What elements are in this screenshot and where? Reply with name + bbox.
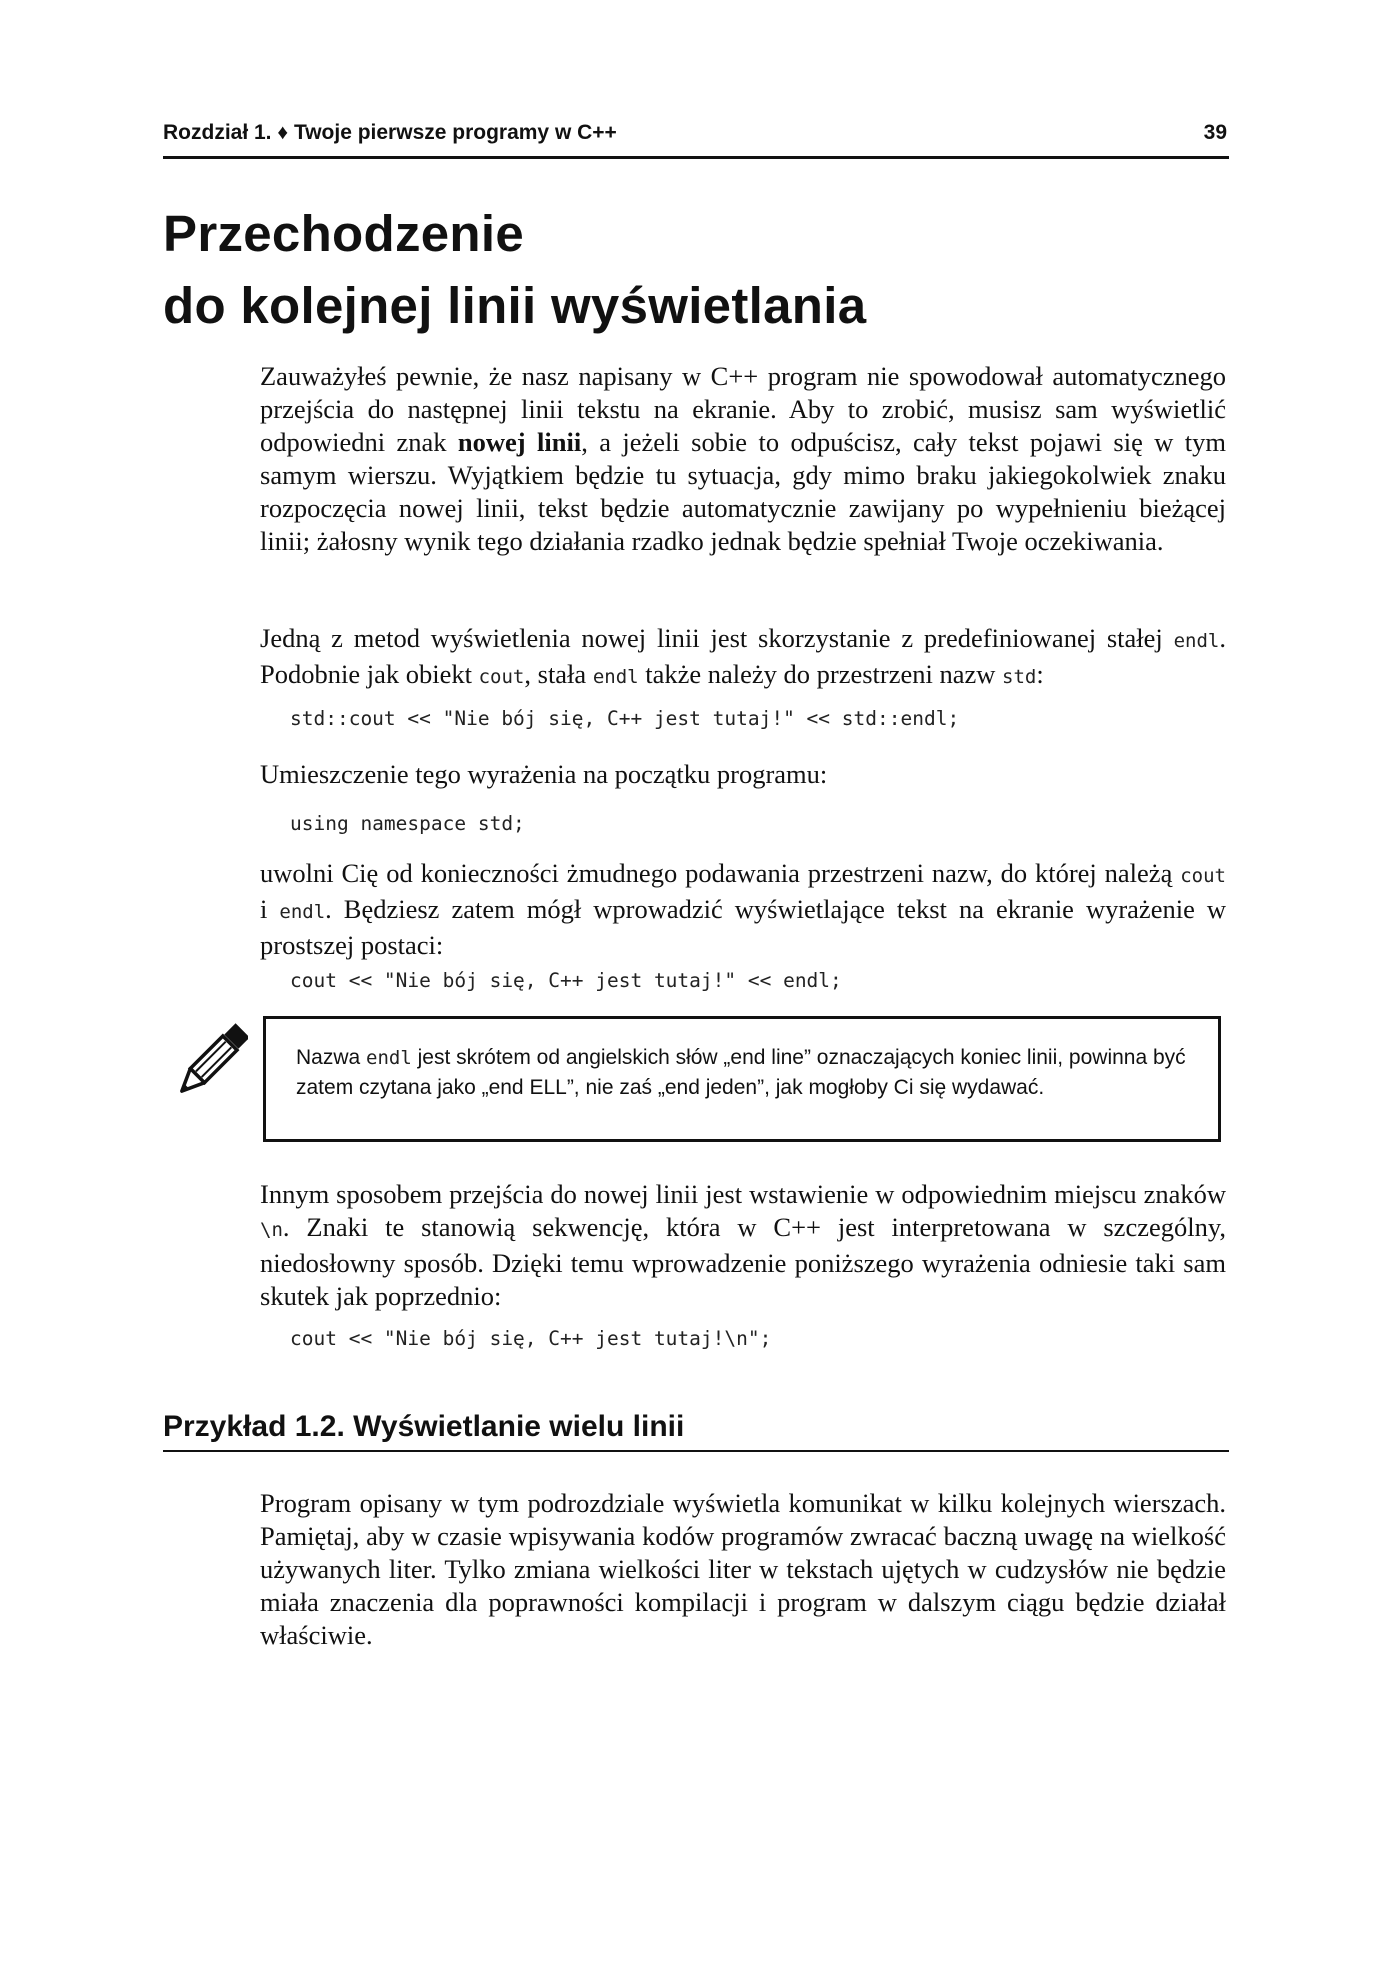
text-run: : xyxy=(1036,659,1044,689)
code-example-1: std::cout << "Nie bój się, C++ jest tutaj!" << std::endl; xyxy=(290,707,960,730)
text-run: Zauważyłeś pewnie, że nasz napisany w C++ program nie spowodował automatycznego przejścia do następnej linii tekstu na ekranie. Aby to zrobić, musisz sam wyświetlić odpowiedni znak xyxy=(260,361,1226,457)
title-line-1: Przechodzenie xyxy=(163,205,524,262)
text-run: , a jeżeli sobie to odpuścisz, cały tekst pojawi się w tym samym wierszu. Wyjątkiem będzie tu sytuacja, gdy mimo braku jakiegokolwiek znaku rozpoczęcia nowej linii, tekst będzie automatycznie zawijany po wypełnieniu bieżącej linii; żałosny wynik tego działania rzadko jednak będzie spełniał Twoje oczekiwania. xyxy=(260,427,1226,556)
inline-code: \n xyxy=(260,1219,283,1241)
text-run: uwolni Cię od konieczności żmudnego podawania przestrzeni nazw, do której należą xyxy=(260,858,1181,888)
running-header-title xyxy=(163,121,617,145)
inline-code: endl xyxy=(1173,630,1220,652)
inline-code: cout xyxy=(1180,865,1226,887)
chapter-title: Twoje pierwsze programy w C++ xyxy=(293,121,617,144)
inline-code: std xyxy=(1002,666,1037,688)
paragraph-namespace xyxy=(260,857,1226,962)
running-header xyxy=(163,118,1229,159)
diamond-separator: ♦ xyxy=(277,121,289,144)
text-run: Jedną z metod wyświetlenia nowej linii jest skorzystanie z predefiniowanej stałej xyxy=(260,623,1174,653)
text-run: także należy do przestrzeni nazw xyxy=(638,659,1003,689)
page-number: 39 xyxy=(1203,121,1227,144)
bold-term: nowej linii xyxy=(457,427,582,457)
text-run: i xyxy=(260,894,280,924)
code-example-3: cout << "Nie bój się, C++ jest tutaj!" << endl; xyxy=(290,969,842,992)
text-run: Nazwa xyxy=(296,1046,367,1069)
inline-code: endl xyxy=(366,1047,412,1069)
section-heading: Przykład 1.2. Wyświetlanie wielu linii xyxy=(163,1408,1229,1452)
text-run: jest skrótem od angielskich słów „end line” oznaczających koniec linii, powinna być zatem czytana jako „end ELL”, nie zaś „end jeden”, jak mogłoby Ci się wydawać. xyxy=(296,1046,1186,1099)
inline-code: endl xyxy=(592,666,639,688)
paragraph-example: Program opisany w tym podrozdziale wyświetla komunikat w kilku kolejnych wierszach. Pamiętaj, aby w czasie wpisywania kodów programów zwracać baczną uwagę na wielkość używanych liter. Tylko zmiana wielkości liter w tekstach ujętych w cudzysłów nie będzie miała znaczenia dla poprawności kompilacji i program w dalszym ciągu będzie działał właściwie. xyxy=(260,1488,1226,1650)
code-example-2: using namespace std; xyxy=(290,812,525,835)
paragraph-intro xyxy=(260,360,1226,558)
note-box xyxy=(263,1016,1221,1142)
text-run: , stała xyxy=(524,659,593,689)
inline-code: endl xyxy=(279,901,326,923)
paragraph-endl xyxy=(260,622,1226,694)
paragraph-newline-escape xyxy=(260,1178,1226,1313)
text-run: Innym sposobem przejścia do nowej linii jest wstawienie w odpowiednim miejscu znaków xyxy=(260,1179,1226,1209)
chapter-label: Rozdział 1. xyxy=(163,121,272,144)
inline-code: cout xyxy=(478,666,525,688)
pencil-icon xyxy=(168,1022,248,1108)
title-line-2: do kolejnej linii wyświetlania xyxy=(163,277,867,334)
text-run: . Podobnie jak obiekt xyxy=(260,623,1226,689)
code-example-4: cout << "Nie bój się, C++ jest tutaj!\n"; xyxy=(290,1327,772,1350)
text-run: . Będziesz zatem mógł wprowadzić wyświetlające tekst na ekranie wyrażenie w prostszej postaci: xyxy=(260,894,1226,960)
page-title xyxy=(163,198,866,342)
text-run: . Znaki te stanowią sekwencję, która w C++ jest interpretowana w szczególny, niedosłowny sposób. Dzięki temu wprowadzenie poniższego wyrażenia odniesie taki sam skutek jak poprzednio: xyxy=(260,1212,1226,1311)
paragraph-using: Umieszczenie tego wyrażenia na początku programu: xyxy=(260,759,828,789)
